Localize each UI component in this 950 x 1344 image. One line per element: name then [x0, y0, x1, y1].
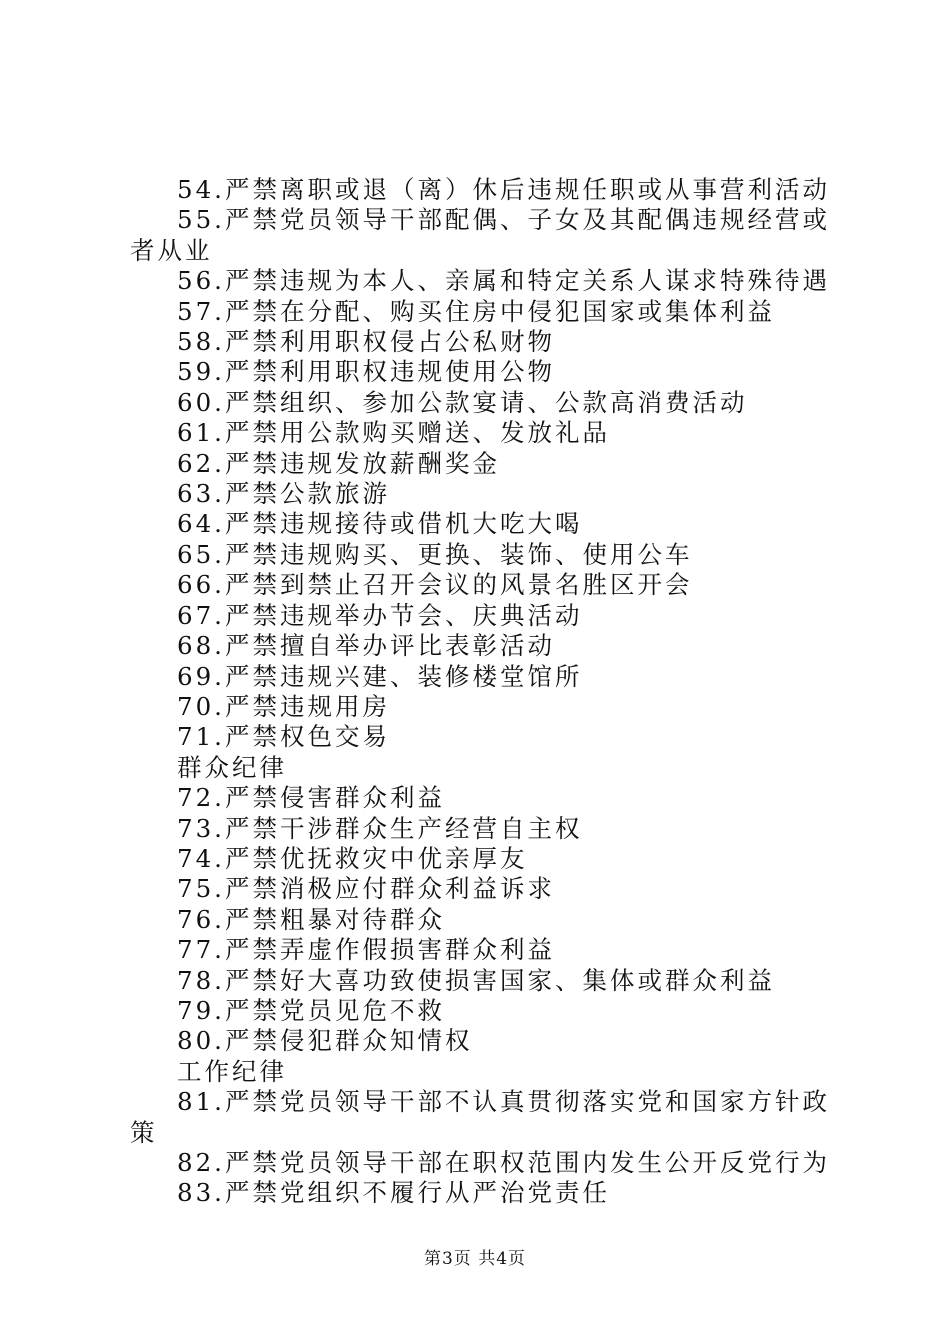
section-heading-mass-discipline: 群众纪律 [177, 752, 287, 782]
page-footer [0, 1244, 950, 1269]
list-item: 54.严禁离职或退（离）休后违规任职或从事营利活动 [177, 175, 830, 204]
list-item: 69.严禁违规兴建、装修楼堂馆所 [177, 661, 583, 691]
list-item: 65.严禁违规购买、更换、装饰、使用公车 [177, 539, 693, 569]
list-item: 74.严禁优抚救灾中优亲厚友 [177, 843, 528, 873]
list-item: 77.严禁弄虚作假损害群众利益 [177, 935, 555, 965]
list-item: 60.严禁组织、参加公款宴请、公款高消费活动 [177, 387, 748, 417]
list-item: 61.严禁用公款购买赠送、发放礼品 [177, 418, 610, 448]
list-item: 76.严禁粗暴对待群众 [177, 904, 445, 934]
list-item: 83.严禁党组织不履行从严治党责任 [177, 1178, 610, 1208]
list-item: 80.严禁侵犯群众知情权 [177, 1026, 473, 1056]
list-item: 75.严禁消极应付群众利益诉求 [177, 874, 555, 904]
list-item: 66.严禁到禁止召开会议的风景名胜区开会 [177, 570, 693, 600]
list-item: 63.严禁公款旅游 [177, 479, 390, 509]
list-item: 62.严禁违规发放薪酬奖金 [177, 448, 500, 478]
list-item: 73.严禁干涉群众生产经营自主权 [177, 813, 583, 843]
list-item: 59.严禁利用职权违规使用公物 [177, 357, 555, 387]
list-item: 67.严禁违规举办节会、庆典活动 [177, 600, 583, 630]
list-item: 82.严禁党员领导干部在职权范围内发生公开反党行为 [177, 1148, 830, 1177]
page-number-label: 第3页 共4页 [423, 1249, 527, 1269]
list-item: 64.严禁违规接待或借机大吃大喝 [177, 509, 583, 539]
list-item: 71.严禁权色交易 [177, 722, 390, 752]
list-item: 68.严禁擅自举办评比表彰活动 [177, 631, 555, 661]
list-item: 81.严禁党员领导干部不认真贯彻落实党和国家方针政策 [130, 1087, 830, 1147]
list-item: 56.严禁违规为本人、亲属和特定关系人谋求特殊待遇 [177, 266, 830, 296]
list-item: 79.严禁党员见危不救 [177, 995, 445, 1025]
list-item: 57.严禁在分配、购买住房中侵犯国家或集体利益 [177, 296, 775, 326]
list-item: 72.严禁侵害群众利益 [177, 783, 445, 813]
list-item: 78.严禁好大喜功致使损害国家、集体或群众利益 [177, 965, 775, 995]
section-heading-work-discipline: 工作纪律 [177, 1056, 287, 1086]
list-item: 58.严禁利用职权侵占公私财物 [177, 327, 555, 357]
list-item: 70.严禁违规用房 [177, 691, 390, 721]
list-item: 55.严禁党员领导干部配偶、子女及其配偶违规经营或者从业 [130, 205, 830, 265]
document-body [130, 175, 830, 1209]
